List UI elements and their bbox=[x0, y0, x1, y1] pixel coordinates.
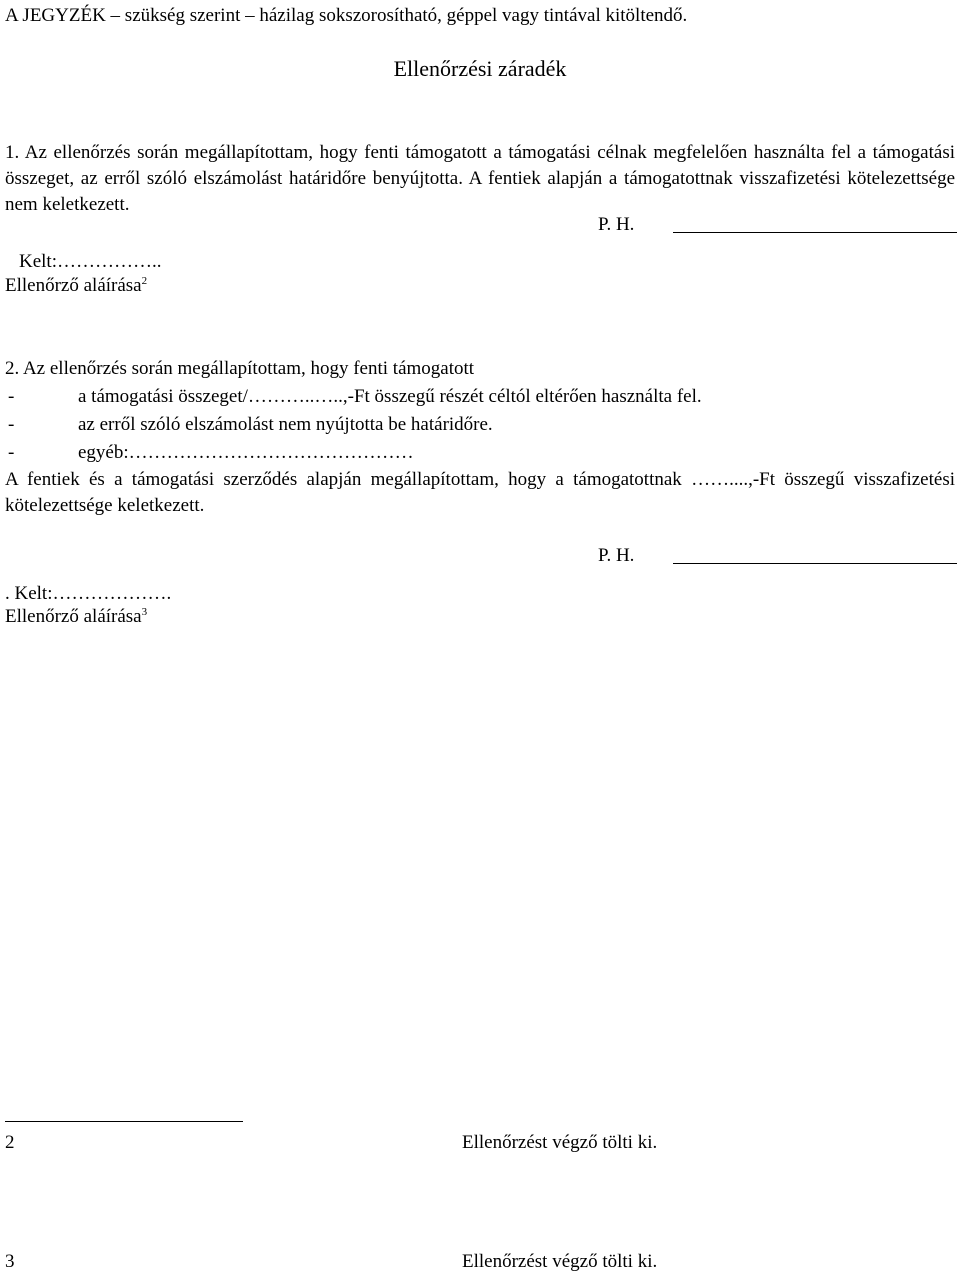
section2-item-text: egyéb:……………………………………… bbox=[78, 442, 414, 463]
section2-item-text: a támogatási összeget/………..…..,-Ft összegű részét céltól eltérően használta fel. bbox=[78, 386, 702, 407]
section1-signature-text: Ellenőrző aláírása bbox=[5, 275, 142, 296]
section2-signature-line bbox=[673, 563, 957, 564]
header-note: A JEGYZÉK – szükség szerint – házilag sokszorosítható, géppel vagy tintával kitöltendő. bbox=[5, 5, 688, 26]
section1-stamp-label: P. H. bbox=[598, 214, 635, 235]
section1-signature-label bbox=[5, 275, 147, 297]
footnote-separator bbox=[5, 1121, 243, 1122]
section2-intro: 2. Az ellenőrzés során megállapítottam, hogy fenti támogatott bbox=[5, 358, 475, 379]
section2-item bbox=[8, 414, 493, 436]
section2-item bbox=[8, 386, 702, 408]
section2-stamp-label: P. H. bbox=[598, 545, 635, 566]
section2-item-text: az erről szóló elszámolást nem nyújtotta be határidőre. bbox=[78, 414, 493, 435]
footnote-text: Ellenőrzést végző tölti ki. bbox=[462, 1132, 658, 1153]
section1-text: 1. Az ellenőrzés során megállapítottam, hogy fenti támogatott a támogatási célnak megfelelően használta fel a támogatási összeget, az erről szóló elszámolást határidőre benyújtotta. A fentiek alapján a támogatottnak visszafizetési kötelezettsége nem keletkezett. bbox=[5, 142, 955, 215]
footnote-ref-3: 3 bbox=[141, 606, 148, 618]
page-title: Ellenőrzési záradék bbox=[393, 56, 567, 81]
section2-kelt: . Kelt:………………. bbox=[5, 583, 172, 604]
section2-signature-label bbox=[5, 606, 147, 628]
section2-item bbox=[8, 442, 414, 464]
footnote-number: 3 bbox=[5, 1251, 15, 1272]
section1-signature-line bbox=[673, 232, 957, 233]
bullet-dash: - bbox=[8, 414, 15, 435]
bullet-dash: - bbox=[8, 442, 15, 463]
footnote-ref-2: 2 bbox=[141, 275, 148, 287]
footnote-number: 2 bbox=[5, 1132, 15, 1153]
section2-signature-text: Ellenőrző aláírása bbox=[5, 606, 142, 627]
footnote-text: Ellenőrzést végző tölti ki. bbox=[462, 1251, 658, 1272]
section2-conclusion: A fentiek és a támogatási szerződés alapján megállapítottam, hogy a támogatottnak ……....,-Ft összegű visszafizetési kötelezettsége keletkezett. bbox=[5, 469, 955, 516]
section1-kelt: Kelt:…………….. bbox=[19, 251, 162, 272]
bullet-dash: - bbox=[8, 386, 15, 407]
